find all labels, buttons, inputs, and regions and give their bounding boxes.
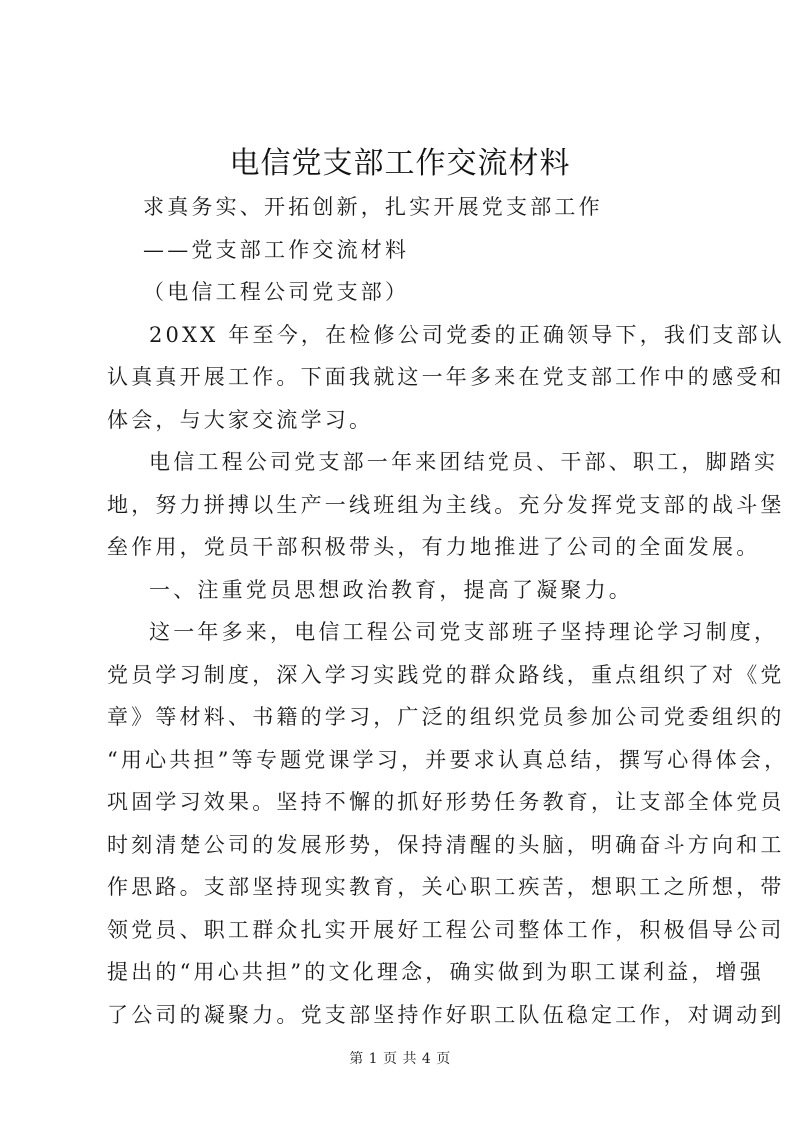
paragraph-line: 章》等材料、书籍的学习，广泛的组织党员参加公司党委组织的 xyxy=(107,705,785,729)
paragraph-line: 认真真开展工作。下面我就这一年多来在党支部工作中的感受和 xyxy=(107,365,785,389)
page-footer: 第 1 页 共 4 页 xyxy=(349,1051,451,1067)
paragraph-line: 地，努力拼搏以生产一线班组为主线。充分发挥党支部的战斗堡 xyxy=(107,492,785,517)
paragraph-line: 领党员、职工群众扎实开展好工程公司整体工作，积极倡导公司 xyxy=(107,917,785,942)
paragraph-line: 20XX 年至今，在检修公司党委的正确领导下，我们支部认 xyxy=(149,322,785,347)
document-body xyxy=(107,186,789,1036)
document-title: 电信党支部工作交流材料 xyxy=(229,146,571,181)
subtitle-line: ——党支部工作交流材料 xyxy=(143,237,410,262)
paragraph-line: 了公司的凝聚力。党支部坚持作好职工队伍稳定工作，对调动到 xyxy=(107,1002,785,1027)
paragraph-line: 垒作用，党员干部积极带头，有力地推进了公司的全面发展。 xyxy=(107,535,761,559)
subtitle-line: 求真务实、开拓创新，扎实开展党支部工作 xyxy=(143,195,603,219)
paragraph-line: 电信工程公司党支部一年来团结党员、干部、职工，脚踏实 xyxy=(149,450,779,474)
paragraph xyxy=(107,314,785,442)
paragraph-line: 时刻清楚公司的发展形势，保持清醒的头脑，明确奋斗方向和工 xyxy=(107,832,785,857)
paragraph-line: 作思路。支部坚持现实教育，关心职工疾苦，想职工之所想，带 xyxy=(107,875,785,899)
paragraph-line: 党员学习制度，深入学习实践党的群众路线，重点组织了对《党 xyxy=(107,662,785,687)
paragraph xyxy=(107,611,789,1036)
paragraph-line: 巩固学习效果。坚持不懈的抓好形势任务教育，让支部全体党员 xyxy=(107,790,785,814)
section-heading-line: 一、注重党员思想政治教育，提高了凝聚力。 xyxy=(149,577,633,602)
section-heading xyxy=(107,569,707,612)
paragraph-line: 提出的“用心共担”的文化理念，确实做到为职工谋利益，增强 xyxy=(107,960,765,984)
paragraph xyxy=(107,441,785,569)
paragraph-line: “用心共担”等专题党课学习，并要求认真总结，撰写心得体会， xyxy=(107,747,789,772)
subtitle-line: （电信工程公司党支部） xyxy=(143,280,410,304)
paragraph-line: 体会，与大家交流学习。 xyxy=(107,407,374,432)
paragraph-line: 这一年多来，电信工程公司党支部班子坚持理论学习制度， xyxy=(149,620,779,644)
